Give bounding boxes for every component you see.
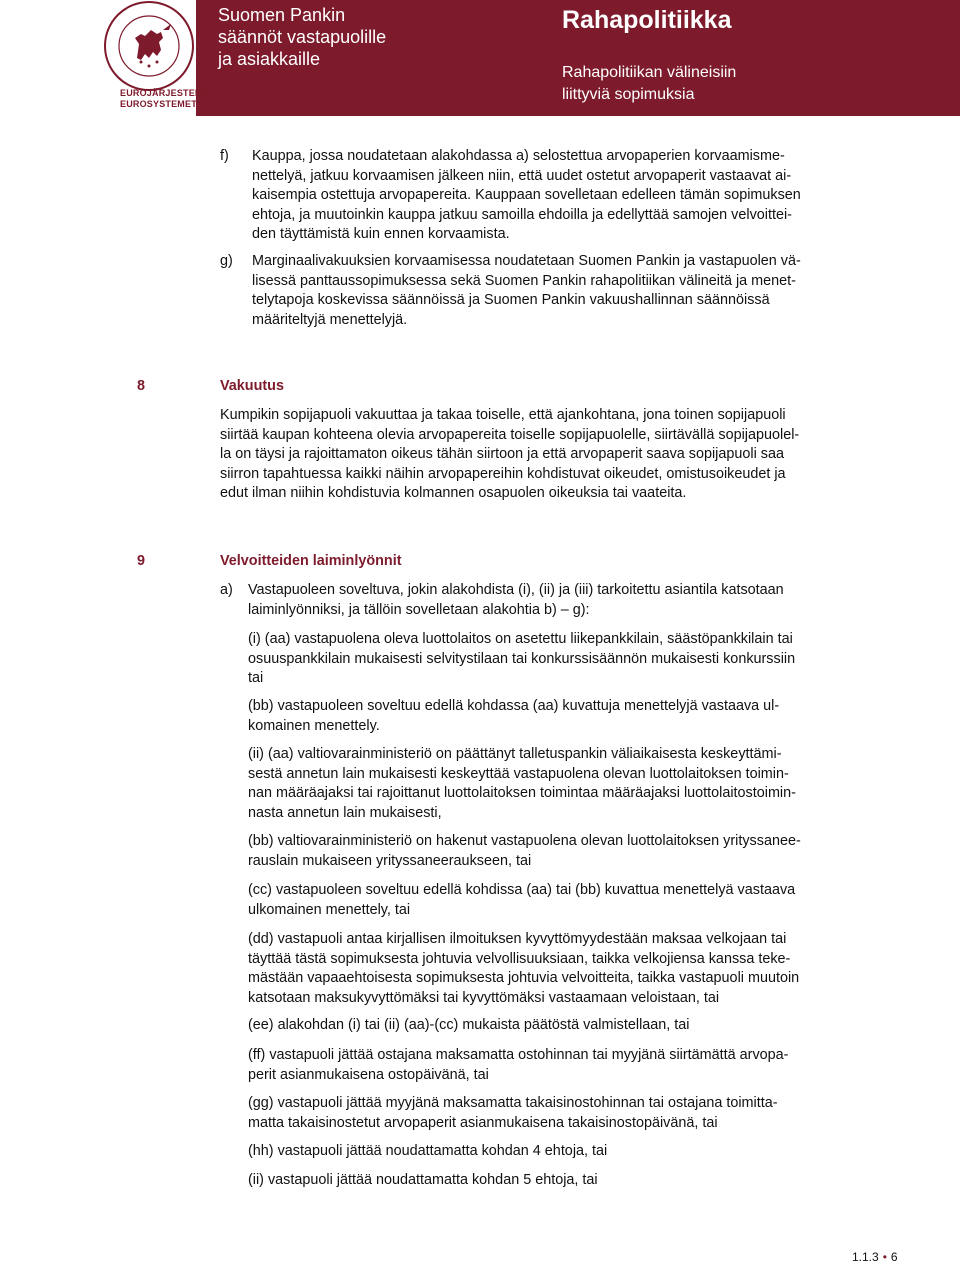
text-line: perit asianmukaisena ostopäivänä, tai <box>248 1066 489 1083</box>
sub-item-ii-ff <box>248 1046 870 1085</box>
sub-item-ii-gg <box>248 1094 870 1133</box>
text-line: rauslain mukaiseen yrityssaneeraukseen, tai <box>248 852 532 869</box>
sub-item-ii-dd <box>248 930 870 1008</box>
section-8-body <box>220 406 870 504</box>
text-line: (gg) vastapuoli jättää myyjänä maksamatta takaisinostohinnan tai ostajana toimitta- <box>248 1095 778 1111</box>
section-9-title: Velvoitteiden laiminlyönnit <box>220 553 402 569</box>
header-main-title: Rahapolitiikka <box>562 6 732 34</box>
bank-seal-logo <box>101 0 197 96</box>
header-left-line3: ja asiakkaille <box>218 49 321 69</box>
text-line: (ii) (aa) valtiovarainministeriö on päättänyt talletuspankin väliaikaisesta keskeyttämi- <box>248 746 782 762</box>
sub-item-i-aa <box>248 630 870 689</box>
text-line: den täyttämistä kuin ennen korvaamista. <box>252 226 510 242</box>
eurosystem-label-fi: EUROJÄRJESTELMÄ <box>120 88 216 98</box>
text-line: Vastapuoleen soveltuva, jokin alakohdista (i), (ii) ja (iii) tarkoitettu asiantila katsotaan <box>248 582 784 598</box>
sub-item-ii-hh <box>248 1142 870 1162</box>
text-line: (hh) vastapuoli jättää noudattamatta kohdan 4 ehtoja, tai <box>248 1143 608 1159</box>
text-line: ulkomainen menettely, tai <box>248 901 411 918</box>
text-line: mästään vapaaehtoisesta sopimuksesta johtuvia velvoitteita, taikka vastapuoli muutoin <box>248 970 800 986</box>
list-item-body <box>248 581 868 620</box>
text-line: Marginaalivakuuksien korvaamisessa noudatetaan Suomen Pankin ja vastapuolen vä- <box>252 253 801 269</box>
text-line: telytapoja koskevissa säännöissä ja Suomen Pankin vakuushallinnan säännöissä <box>252 292 770 308</box>
bullet-icon: • <box>882 1250 887 1263</box>
text-line: siirron tapahtuessa kaikki näihin arvopapereihin kohdistuvat oikeudet, omistusoikeudet ja <box>220 465 786 482</box>
text-line: täyttää tästä sopimuksesta johtuvia velvollisuuksiaan, taikka velkojiensa kanssa teke- <box>248 950 791 967</box>
header-rulebook-title <box>218 4 386 70</box>
text-line: nan määräajaksi tai rajoittanut luottolaitoksen toimintaa määräajaksi luottolaitostoimin- <box>248 785 796 801</box>
sub-item-ii-ii <box>248 1171 870 1191</box>
text-line: nettelyä, jatkuu korvaamisen jälkeen niin, että uudet ostetut arvopaperit vastaavat ai- <box>252 167 792 184</box>
text-line: (bb) vastapuoleen soveltuu edellä kohdassa (aa) kuvattuja menettelyjä vastaava ul- <box>248 698 780 714</box>
text-line: Kauppa, jossa noudatetaan alakohdassa a) selostettua arvopaperien korvaamisme- <box>252 148 785 164</box>
text-line: (dd) vastapuoli antaa kirjallisen ilmoituksen kyvyttömyydestään maksaa velkojaan tai <box>248 931 787 947</box>
eurosystem-label-sv: EUROSYSTEMET <box>120 99 197 109</box>
sub-item-ii-bb <box>248 832 870 871</box>
text-line: kaisempia ostettuja arvopapereita. Kauppaan sovelletaan edelleen tämän sopimuksen <box>252 187 801 203</box>
header-subtitle <box>562 62 736 106</box>
text-line: katsotaan maksukyvyttömäksi tai kyvyttömäksi vastaamaan veloistaan, tai <box>248 989 720 1006</box>
text-line: määriteltyjä menettelyjä. <box>252 311 408 328</box>
list-item-label: a) <box>220 582 233 598</box>
sub-item-i-bb <box>248 697 870 736</box>
footer-section-number: 1.1.3 <box>852 1250 879 1263</box>
text-line: Kumpikin sopijapuoli vakuuttaa ja takaa toiselle, että ajankohtana, jona toinen sopijapuoli <box>220 407 786 423</box>
sub-item-ii-cc <box>248 881 870 920</box>
page-header <box>0 0 960 116</box>
text-line: la on täysi ja rajoittamaton oikeus tähän siirtoon ja että arvopaperit saava sopijapuoli saa <box>220 446 784 462</box>
text-line: (i) (aa) vastapuolena oleva luottolaitos on asetettu liikepankkilain, säästöpankkilain tai <box>248 631 793 647</box>
section-8-number: 8 <box>137 378 146 394</box>
text-line: (ff) vastapuoli jättää ostajana maksamatta ostohinnan tai myyjänä siirtämättä arvopa- <box>248 1047 789 1063</box>
text-line: (cc) vastapuoleen soveltuu edellä kohdissa (aa) tai (bb) kuvattua menettelyä vastaava <box>248 882 796 898</box>
text-line: (bb) valtiovarainministeriö on hakenut vastapuolena olevan luottolaitoksen yrityssanee- <box>248 833 801 849</box>
header-subtitle-line1: Rahapolitiikan välineisiin <box>562 64 737 81</box>
section-9-number: 9 <box>137 553 146 569</box>
text-line: matta takaisinostetut arvopaperit asianmukaisena takaisinostopäivänä, tai <box>248 1114 718 1131</box>
text-line: (ee) alakohdan (i) tai (ii) (aa)-(cc) mukaista päätöstä valmistellaan, tai <box>248 1017 690 1033</box>
text-line: tai <box>248 670 264 686</box>
text-line: komainen menettely. <box>248 717 380 734</box>
header-left-line1: Suomen Pankin <box>218 5 346 25</box>
text-line: ehtoja, ja muutoinkin kauppa jatkuu samoilla ehdoilla ja edellyttää samojen velvoittei- <box>252 206 792 223</box>
sub-item-ii-ee <box>248 1016 870 1036</box>
text-line: osuuspankkilain mukaisesti selvitystilaan tai konkurssisäännön mukaisesti konkurssiin <box>248 650 796 667</box>
footer-page-number: 6 <box>890 1250 898 1263</box>
page-footer <box>852 1250 898 1263</box>
sub-item-ii-aa <box>248 745 870 823</box>
text-line: sestä annetun lain mukaisesti keskeyttää vastapuolena olevan luottolaitoksen toimin- <box>248 765 789 782</box>
text-line: siirtää kaupan kohteena olevia arvopapereita toiselle sopijapuolelle, siirtävällä sopijapuolel- <box>220 426 800 443</box>
list-item-body <box>252 147 872 245</box>
text-line: laiminlyönniksi, ja tällöin sovelletaan alakohtia b) – g): <box>248 601 590 618</box>
header-subtitle-line2: liittyviä sopimuksia <box>562 86 695 103</box>
list-item-body <box>252 252 872 330</box>
logo-area <box>0 0 216 116</box>
text-line: lisessä panttaussopimuksessa sekä Suomen Pankin rahapolitiikan välineitä ja menet- <box>252 272 796 289</box>
header-left-line2: säännöt vastapuolille <box>218 27 387 47</box>
section-8-title: Vakuutus <box>220 378 284 394</box>
text-line: (ii) vastapuoli jättää noudattamatta kohdan 5 ehtoja, tai <box>248 1172 598 1188</box>
list-item-label: f) <box>220 148 229 164</box>
text-line: edut ilman niihin kohdistuvia kolmannen osapuolen oikeuksia tai vaateita. <box>220 485 687 501</box>
text-line: nasta annetun lain mukaisesti, <box>248 804 442 821</box>
list-item-label: g) <box>220 253 233 269</box>
